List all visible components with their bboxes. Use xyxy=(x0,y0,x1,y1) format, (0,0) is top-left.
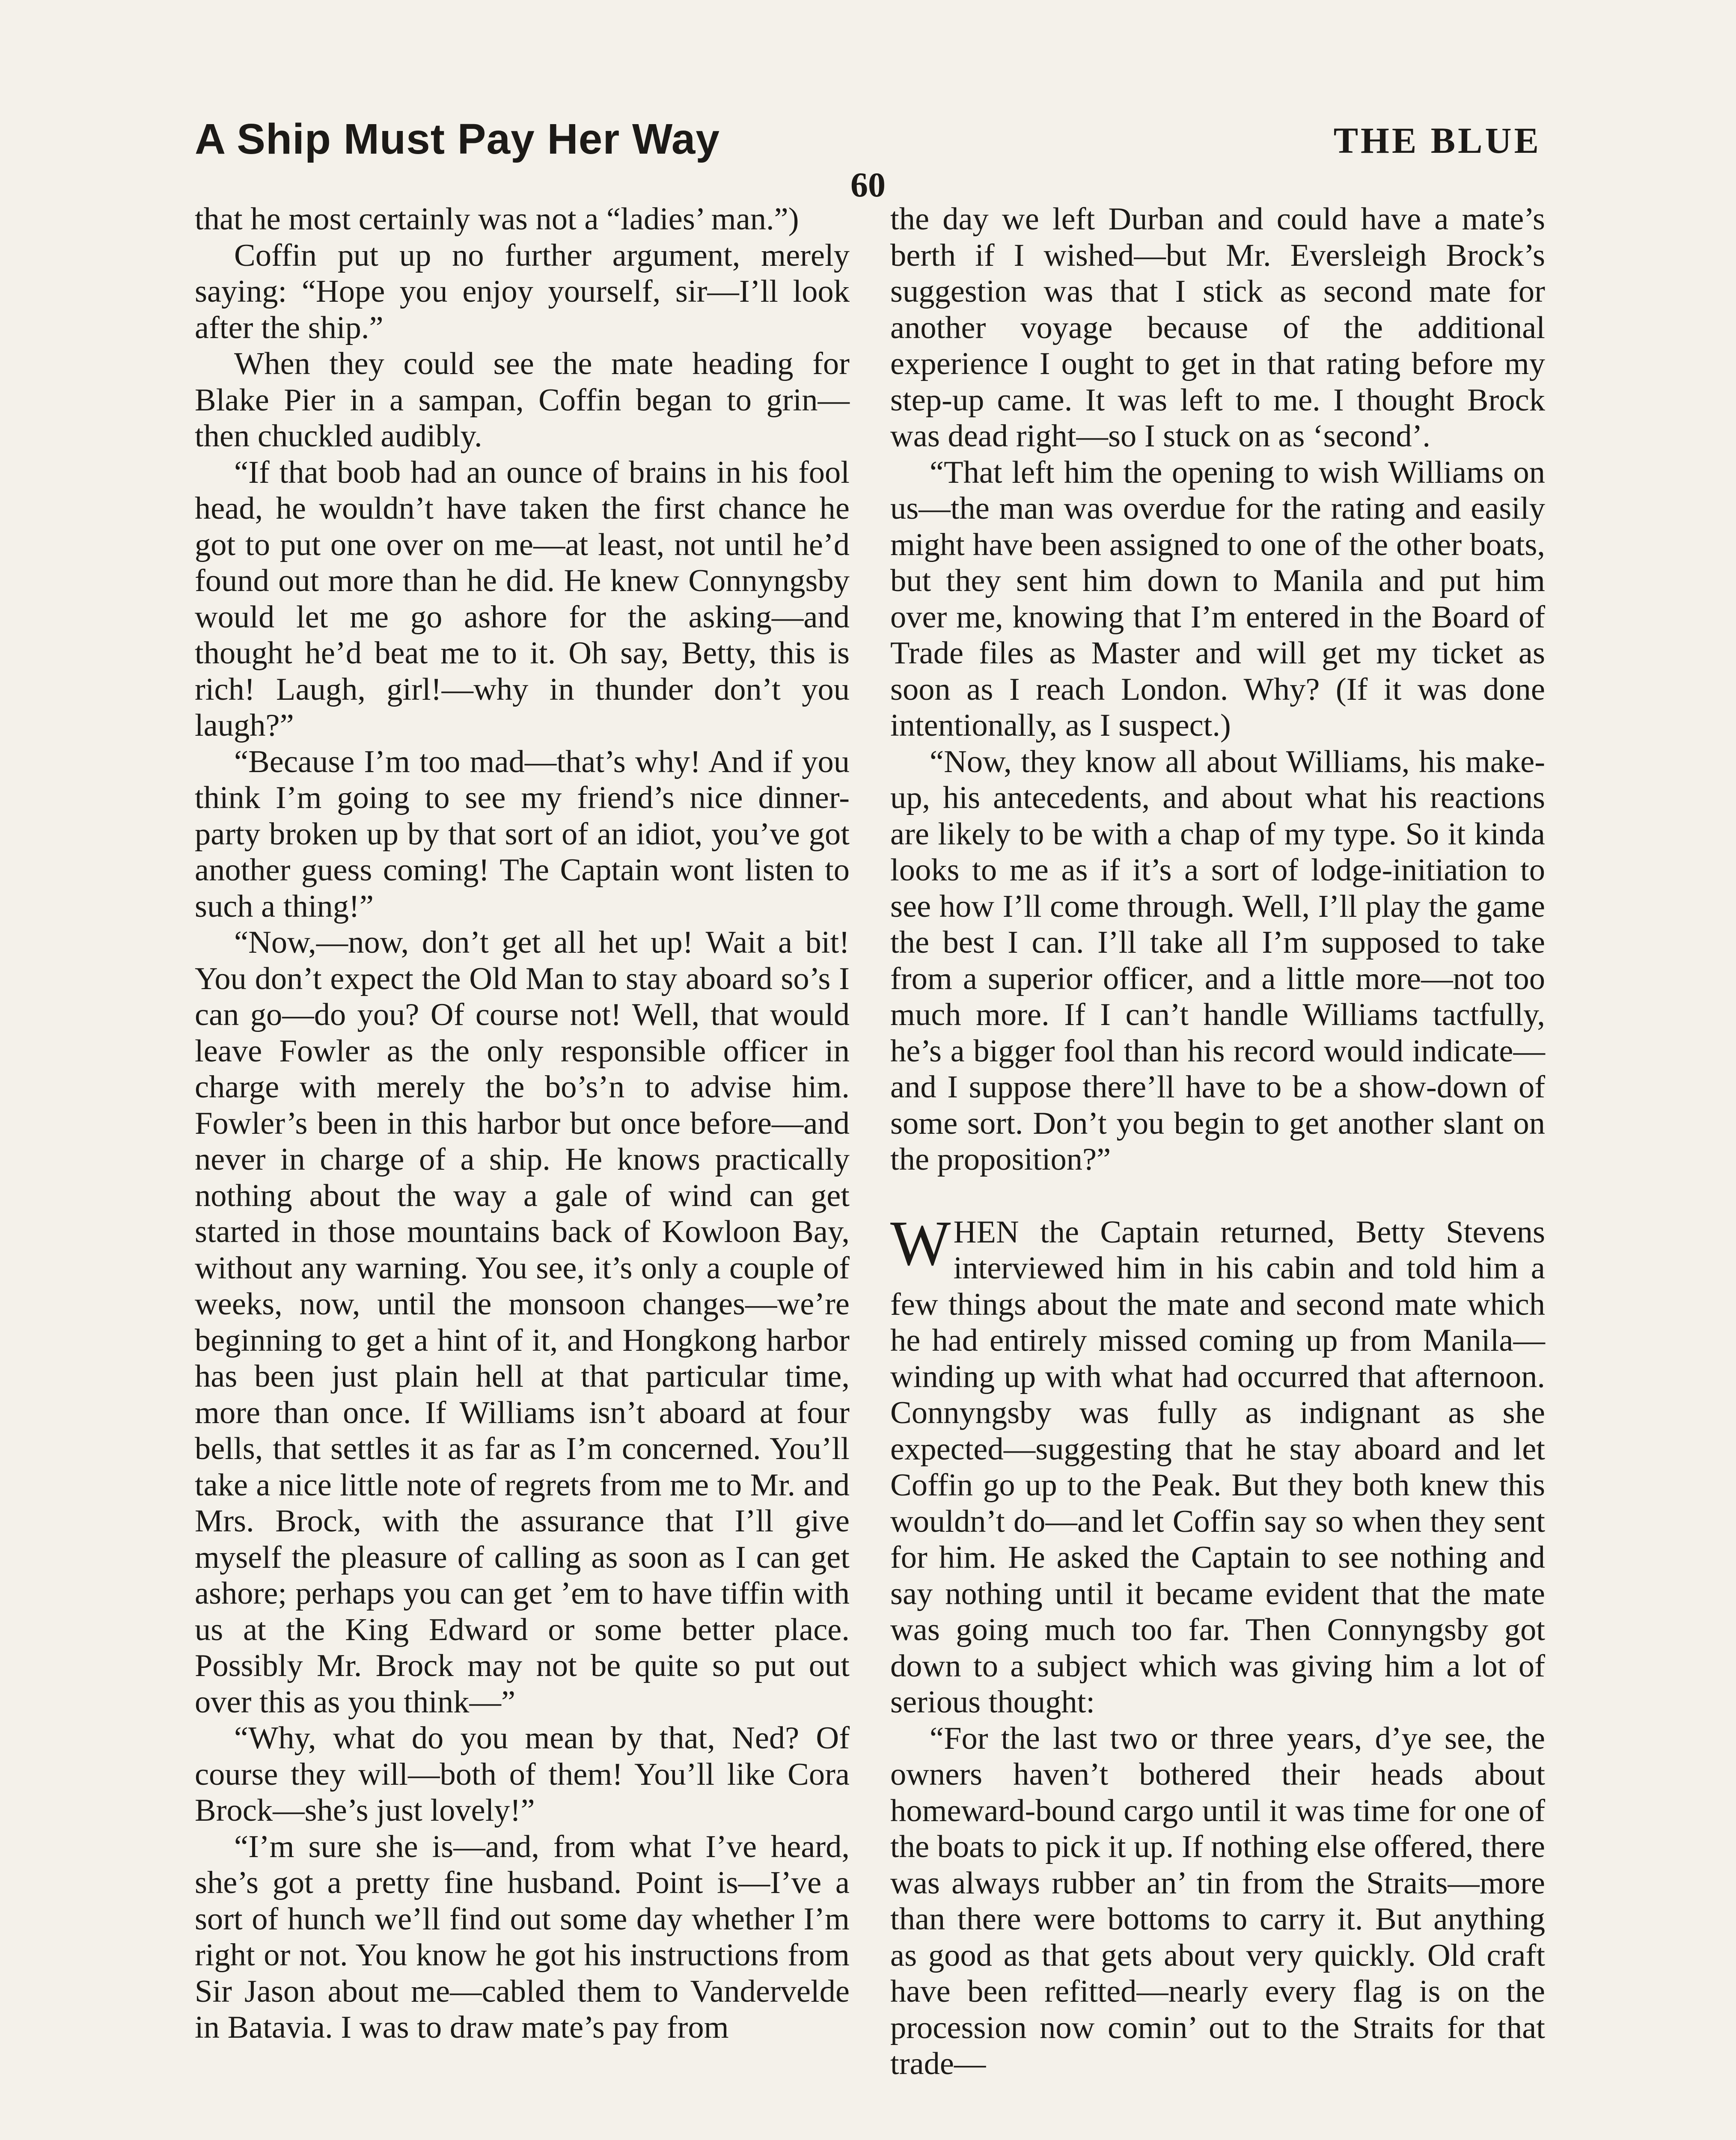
paragraph: “Now,—now, don’t get all het up! Wait a bit! You don’t expect the Old Man to stay aboard so’s I can go—do you? Of course not! Well, that would leave Fowler as the only responsible officer in charge with merely the bo’s’n to advise him. Fowler’s been in this harbor but once before—and never in charge of a ship. He knows practically nothing about the way a gale of wind can get started in those mountains back of Kowloon Bay, without any warning. You see, it’s only a couple of weeks, now, until the monsoon changes—we’re beginning to get a hint of it, and Hongkong harbor has been just plain hell at that particular time, more than once. If Williams isn’t aboard at four bells, that settles it as far as I’m concerned. You’ll take a nice little note of regrets from me to Mr. and Mrs. Brock, with the assurance that I’ll give myself the pleasure of calling as soon as I can get ashore; perhaps you can get ’em to have tiffin with us at the King Edward or some better place. Possibly Mr. Brock may not be quite so put out over this as you think—” xyxy=(195,925,850,1720)
paragraph: “Now, they know all about Williams, his make-up, his antecedents, and about what his reactions are likely to be with a chap of my type. So it kinda looks to me as if it’s a sort of lodge-initiation to see how I’ll come through. Well, I’ll play the game the best I can. I’ll take all I’m supposed to take from a superior officer, and a little more—not too much more. If I can’t handle Williams tactfully, he’s a bigger fool than his record would indicate—and I suppose there’ll have to be a show-down of some sort. Don’t you begin to get another slant on the proposition?” xyxy=(890,744,1545,1177)
left-column xyxy=(195,201,850,2046)
right-column xyxy=(890,201,1545,2082)
paragraph: “I’m sure she is—and, from what I’ve heard, she’s got a pretty fine husband. Point is—I’ve a sort of hunch we’ll find out some day whether I’m right or not. You know he got his instructions from Sir Jason about me—cabled them to Vandervelde in Batavia. I was to draw mate’s pay from xyxy=(195,1829,850,2045)
section-opening-text: HEN the Captain returned, Betty Stevens interviewed him in his cabin and told him a few things about the mate and second mate which he had entirely missed coming up from Manila—winding up with what had occurred that afternoon. Connyngsby was fully as indignant as she expected—suggesting that he stay aboard and let Coffin go up to the Peak. But they both knew this wouldn’t do—and let Coffin say so when they sent for him. He asked the Captain to see nothing and say nothing until it became evident that the mate was going much too far. Then Connyngsby got down to a subject which was giving him a lot of serious thought: xyxy=(890,1214,1545,1720)
magazine-name: THE BLUE xyxy=(1333,120,1541,161)
drop-cap: W xyxy=(890,1207,951,1279)
paragraph: “Why, what do you mean by that, Ned? Of course they will—both of them! You’ll like Cora Brock—she’s just lovely!” xyxy=(195,1721,850,1828)
paragraph: “That left him the opening to wish Williams on us—the man was overdue for the rating and easily might have been assigned to one of the other boats, but they sent him down to Manila and put him over me, knowing that I’m entered in the Board of Trade files as Master and will get my ticket as soon as I reach London. Why? (If it was done intentionally, as I suspect.) xyxy=(890,455,1545,743)
page-number: 60 xyxy=(850,165,886,204)
story-title: A Ship Must Pay Her Way xyxy=(195,115,720,163)
paragraph: When they could see the mate heading for Blake Pier in a sampan, Coffin began to grin—then chuckled audibly. xyxy=(195,346,850,454)
paragraph: that he most certainly was not a “ladies’ man.”) xyxy=(195,202,799,237)
paragraph: “If that boob had an ounce of brains in his fool head, he wouldn’t have taken the first chance he got to put one over on me—at least, not until he’d found out more than he did. He knew Connyngsby would let me go ashore for the asking—and thought he’d beat me to it. Oh say, Betty, this is rich! Laugh, girl!—why in thunder don’t you laugh?” xyxy=(195,455,850,743)
paragraph: “For the last two or three years, d’ye see, the owners haven’t bothered their heads about homeward-bound cargo until it was time for one of the boats to pick it up. If nothing else offered, there was always rubber an’ tin from the Straits—more than there were bottoms to carry it. But anything as good as that gets about very quickly. Old craft have been refitted—nearly every flag is on the procession now comin’ out to the Straits for that trade— xyxy=(890,1721,1545,2081)
paragraph: “Because I’m too mad—that’s why! And if you think I’m going to see my friend’s nice dinner-party broken up by that sort of an idiot, you’ve got another guess coming! The Captain wont listen to such a thing!” xyxy=(195,744,850,924)
section-opening-paragraph xyxy=(890,1207,1545,1721)
paragraph: the day we left Durban and could have a mate’s berth if I wished—but Mr. Eversleigh Brock’s suggestion was that I stick as second mate for another voyage because of the additional experience I ought to get in that rating before my step-up came. It was left to me. I thought Brock was dead right—so I stuck on as ‘second’. xyxy=(890,202,1545,454)
paragraph: Coffin put up no further argument, merely saying: “Hope you enjoy yourself, sir—I’ll look after the ship.” xyxy=(195,238,850,345)
section-break xyxy=(890,1178,1545,1214)
